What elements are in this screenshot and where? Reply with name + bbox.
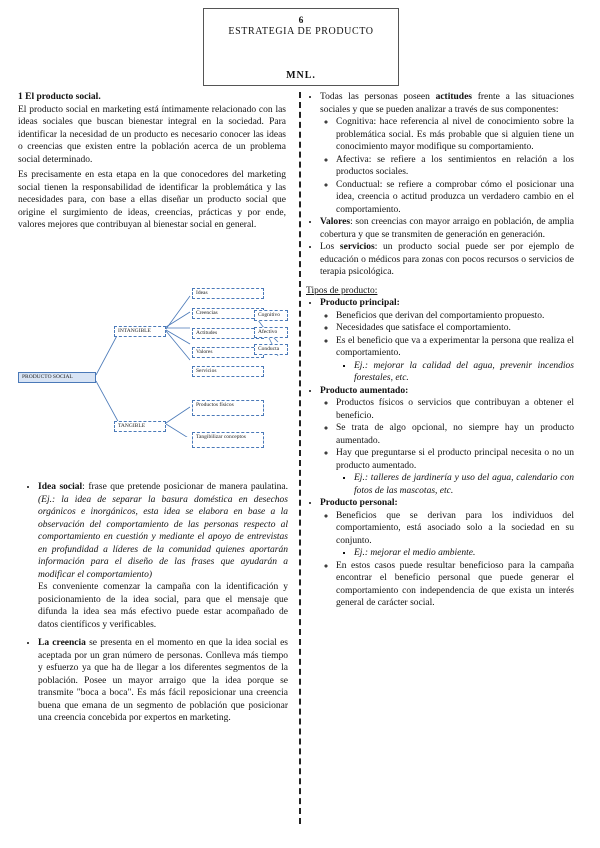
chapter-title: ESTRATEGIA DE PRODUCTO bbox=[228, 26, 374, 37]
component-cognitiva: ◦ Cognitiva: hace referencia al nivel de conocimiento sobre la problemática social. Es más probable que si alguien tiene un conocimiento mayor modifique su comportamiento. bbox=[336, 116, 574, 154]
aumentado-point-2: ◦ Se trata de algo opcional, no siempre hay un producto aumentado. bbox=[336, 422, 574, 447]
node-productos-fisicos: Productos físicos bbox=[192, 400, 264, 416]
idea-social-item: • Idea social: frase que pretende posicionar de manera paulatina. (Ej.: la idea de separar la basura doméstica en desechos orgánicos e inorgánicos, esta idea se elabora en base a la observación del comportamiento de las personas respecto al comportamiento en cuestión y mediante el apoyo de entrevistas en profundidad a líderes de la comunidad quienes aportarán información para el diseño de las frases que ayudarán a modificar el comportamiento) Es conveniente comenzar la campaña con la identificación y posicionamiento de la idea social, para que el mensaje que difunda la idea sea más efectivo puede estar acompañado de datos científicos y verificables. bbox=[38, 481, 288, 631]
personal-example: ▪ Ej.: mejorar el medio ambiente. bbox=[354, 547, 574, 560]
node-cognitivo: Cognitivo bbox=[254, 310, 288, 321]
personal-point-2: ◦ En estos casos puede resultar beneficioso para la campaña encontrar el beneficio personal que puede generar el comportamiento con independencia de que exista un interés general de carácter social. bbox=[336, 560, 574, 610]
tipos-heading: Tipos de producto: bbox=[306, 285, 378, 296]
creencia-item: • La creencia se presenta en el momento en que la idea social es aceptada por un gran número de personas. Conlleva más tiempo y esfuerzo ya que ha de llegar a los diferentes segmentos de la población. Posee un mayor arraigo que la idea porque se transmite "boca a boca". Es más fácil reposicionar una creencia buena que emana de un segmento de población que posicionar una creencia concebida por expertos en marketing. bbox=[38, 637, 288, 725]
node-intangible: INTANGIBLE bbox=[114, 326, 166, 337]
valores-item: • Valores: son creencias con mayor arraigo en población, de amplia cobertura y que se transmiten de generación en generación. bbox=[320, 216, 574, 241]
personal-item: • Producto personal: ◦ Beneficios que se derivan para los individuos del comportamiento, está asociado solo a la sociedad en su conjunto. ▪ Ej.: mejorar el medio ambiente. ◦ En estos casos puede resultar beneficioso para la campaña encontrar el beneficio personal que puede generar el comportamiento con independencia de que exista un interés general de carácter social. bbox=[320, 497, 574, 610]
product-social-diagram bbox=[18, 282, 288, 440]
section-heading: 1 El producto social. bbox=[18, 92, 101, 102]
node-ideas: Ideas bbox=[192, 288, 264, 299]
author-initials: MNL. bbox=[286, 70, 316, 81]
node-afectivo: Afectivo bbox=[254, 327, 288, 338]
aumentado-point-3: ◦ Hay que preguntarse si el producto principal necesita o no un producto aumentado. ▪ Ej.: talleres de jardinería y uso del agua, calendario con fotos de las mascotas, etc. bbox=[336, 447, 574, 497]
node-tangible: TANGIBLE bbox=[114, 421, 166, 432]
node-actitudes: Actitudes bbox=[192, 328, 264, 339]
node-producto-social: PRODUCTO SOCIAL bbox=[18, 372, 96, 383]
principal-point-2: ◦ Necesidades que satisface el comportamiento. bbox=[336, 322, 574, 335]
chapter-header bbox=[203, 8, 399, 86]
aumentado-item: • Producto aumentado: ◦ Productos físicos o servicios que contribuyan a obtener el beneficio. ◦ Se trata de algo opcional, no siempre hay un producto aumentado. ◦ Hay que preguntarse si el producto principal necesita o no un producto aumentado. ▪ Ej.: talleres de jardinería y uso del agua, calendario con fotos de las mascotas, etc. bbox=[320, 385, 574, 498]
chapter-number: 6 bbox=[298, 16, 304, 26]
left-column bbox=[18, 91, 286, 232]
second-paragraph: Es precisamente en esta etapa en la que conocedores del marketing social tienen la responsabilidad de identificar la problemática y las necesidades para, con base a ellas diseñar un producto social que origine el surgimiento de ideas, creencias, prácticas y por ende, valores mejores que contribuyan al bienestar social en general. bbox=[18, 170, 286, 230]
node-conducta: Conducta bbox=[254, 344, 288, 355]
right-column bbox=[306, 91, 574, 610]
principal-point-3: ◦ Es el beneficio que va a experimentar la persona que realiza el comportamiento. ▪ Ej.: mejorar la calidad del agua, prevenir incendios forestales, etc. bbox=[336, 335, 574, 385]
node-valores: Valores bbox=[192, 347, 264, 358]
node-servicios: Servicios bbox=[192, 366, 264, 377]
principal-item: • Producto principal: ◦ Beneficios que derivan del comportamiento propuesto. ◦ Necesidades que satisface el comportamiento. ◦ Es el beneficio que va a experimentar la persona que realiza el comportamiento. ▪ Ej.: mejorar la calidad del agua, prevenir incendios forestales, etc. bbox=[320, 297, 574, 385]
aumentado-point-1: ◦ Productos físicos o servicios que contribuyan a obtener el beneficio. bbox=[336, 397, 574, 422]
servicios-item: • Los servicios: un producto social puede ser por ejemplo de educación o médicos para zonas con pocos recursos o servicios de terapia psicológica. bbox=[320, 241, 574, 279]
personal-point-1: ◦ Beneficios que se derivan para los individuos del comportamiento, está asociado solo a la sociedad en su conjunto. ▪ Ej.: mejorar el medio ambiente. bbox=[336, 510, 574, 560]
aumentado-example: ▪ Ej.: talleres de jardinería y uso del agua, calendario con fotos de las mascotas, etc. bbox=[354, 472, 574, 497]
component-conductual: ◦ Conductual: se refiere a comprobar cómo el posicionar una idea, creencia o actitud produzca un verdadero cambio en el comportamiento. bbox=[336, 179, 574, 217]
principal-point-1: ◦ Beneficios que derivan del comportamiento propuesto. bbox=[336, 310, 574, 323]
idea-social-follow: Es conveniente comenzar la campaña con la identificación y posicionamiento de la idea social, para que el mensaje que difunda la idea sea más efectivo puede estar acompañado de datos científicos y verificables. bbox=[38, 582, 288, 630]
column-divider bbox=[299, 92, 301, 824]
left-bottom-column bbox=[38, 481, 288, 725]
component-afectiva: ◦ Afectiva: se refiere a los sentimientos en relación a los productos sociales. bbox=[336, 154, 574, 179]
intro-paragraph: El producto social en marketing está íntimamente relacionado con las ideas sociales que buscan bienestar integral en la sociedad. Para identificar la necesidad de un producto es necesario conocer las ideas o creencias que existen entre la población acerca de un problema social determinado. bbox=[18, 104, 286, 165]
actitudes-item: • Todas las personas poseen actitudes frente a las situaciones sociales y que se pueden analizar a través de sus componentes: ◦ Cognitiva: hace referencia al nivel de conocimiento sobre la problemática social. Es más probable que si alguien tiene un conocimiento mayor modifique su comportamiento. ◦ Afectiva: se refiere a los sentimientos en relación a los productos sociales. ◦ Conductual: se refiere a comprobar cómo el posicionar una idea, creencia o actitud produzca un verdadero cambio en el comportamiento. bbox=[320, 91, 574, 216]
node-tangibilizar-conceptos: Tangibilizar conceptos bbox=[192, 432, 264, 448]
principal-example: ▪ Ej.: mejorar la calidad del agua, prevenir incendios forestales, etc. bbox=[354, 360, 574, 385]
node-creencias: Creencias bbox=[192, 308, 264, 319]
